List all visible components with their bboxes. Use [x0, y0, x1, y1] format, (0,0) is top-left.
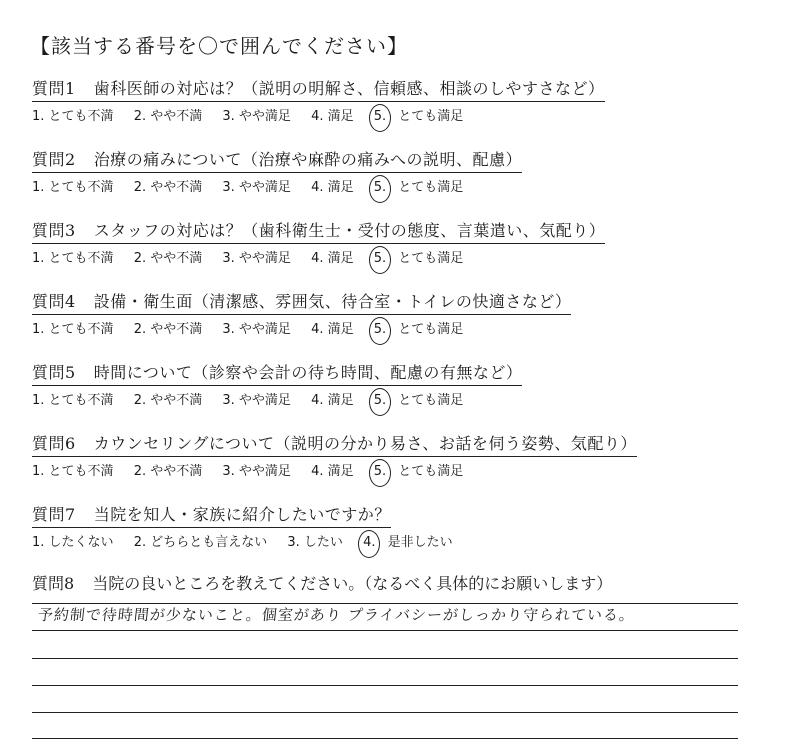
question-text: 治療の痛みについて（治療や麻酔の痛みへの説明、配慮） — [93, 150, 523, 169]
option-1[interactable]: 1. したくない — [32, 535, 114, 550]
question-heading — [32, 571, 772, 594]
option-5-label: とても満足 — [398, 464, 464, 479]
selection-circle — [369, 175, 391, 203]
option-4[interactable]: 4. 満足 — [311, 464, 354, 479]
question-number: 質問4 — [32, 292, 76, 311]
answer-line — [32, 630, 738, 631]
selection-circle — [369, 246, 391, 274]
answer-options — [32, 247, 772, 267]
option-1[interactable]: 1. とても不満 — [32, 109, 114, 124]
question-text: スタッフの対応は？（歯科衛生士・受付の態度、言葉遣い、気配り） — [93, 221, 606, 240]
question-8 — [32, 571, 772, 594]
option-4[interactable]: 4. 満足 — [311, 180, 354, 195]
question-text: 当院の良いところを教えてください。（なるべく具体的にお願いします） — [92, 574, 613, 593]
option-3[interactable]: 3. したい — [287, 535, 343, 550]
question-1 — [32, 76, 772, 125]
option-5-label: とても満足 — [398, 180, 464, 195]
question-5 — [32, 360, 772, 409]
option-5-label: とても満足 — [398, 251, 464, 266]
handwritten-answer[interactable]: 予約制で待時間が少ないこと。個室があり プライバシーがしっかり守られている。 — [37, 606, 636, 624]
question-6 — [32, 431, 772, 480]
answer-line — [32, 658, 738, 659]
answer-options — [32, 531, 772, 551]
selection-circle — [369, 459, 391, 487]
question-heading — [32, 360, 522, 386]
option-5-selected[interactable]: 5. — [374, 109, 386, 124]
question-heading — [32, 289, 571, 315]
option-5-label: とても満足 — [398, 393, 464, 408]
option-5-selected[interactable]: 5. — [374, 393, 386, 408]
option-1[interactable]: 1. とても不満 — [32, 464, 114, 479]
question-4 — [32, 289, 772, 338]
option-2[interactable]: 2. やや不満 — [133, 251, 203, 266]
answer-line — [32, 685, 738, 686]
option-4-label: 是非したい — [387, 535, 453, 550]
option-5-selected[interactable]: 5. — [374, 180, 386, 195]
question-heading — [32, 147, 522, 173]
option-2[interactable]: 2. どちらとも言えない — [133, 535, 268, 550]
question-heading — [32, 431, 637, 457]
option-4[interactable]: 4. 満足 — [311, 393, 354, 408]
option-3[interactable]: 3. やや満足 — [222, 464, 291, 479]
question-text: 当院を知人・家族に紹介したいですか？ — [93, 505, 391, 524]
option-1[interactable]: 1. とても不満 — [32, 322, 114, 337]
answer-options — [32, 389, 772, 409]
question-number: 質問3 — [32, 221, 76, 240]
selection-circle — [358, 530, 380, 558]
option-3[interactable]: 3. やや満足 — [222, 393, 291, 408]
option-3[interactable]: 3. やや満足 — [222, 109, 291, 124]
option-4[interactable]: 4. 満足 — [311, 251, 354, 266]
option-3[interactable]: 3. やや満足 — [222, 180, 291, 195]
option-2[interactable]: 2. やや不満 — [133, 464, 203, 479]
option-5-selected[interactable]: 5. — [374, 322, 386, 337]
answer-options — [32, 176, 772, 196]
question-text: 時間について（診察や会計の待ち時間、配慮の有無など） — [93, 363, 523, 382]
question-heading — [32, 76, 605, 102]
question-2 — [32, 147, 772, 196]
question-number: 質問2 — [32, 150, 76, 169]
option-1[interactable]: 1. とても不満 — [32, 251, 114, 266]
option-5-label: とても満足 — [398, 109, 464, 124]
answer-line — [32, 712, 738, 713]
question-7 — [32, 502, 772, 551]
question-text: 歯科医師の対応は？（説明の明解さ、信頼感、相談のしやすさなど） — [93, 79, 605, 98]
option-2[interactable]: 2. やや不満 — [133, 109, 203, 124]
question-text: カウンセリングについて（説明の分かり易さ、お話を伺う姿勢、気配り） — [93, 434, 637, 453]
option-4-selected[interactable]: 4. — [363, 535, 375, 550]
question-number: 質問8 — [32, 574, 75, 593]
answer-line — [32, 738, 738, 739]
option-2[interactable]: 2. やや不満 — [133, 393, 203, 408]
question-3 — [32, 218, 772, 267]
question-number: 質問5 — [32, 363, 76, 382]
answer-options — [32, 105, 772, 125]
question-number: 質問1 — [32, 79, 76, 98]
answer-options — [32, 318, 772, 338]
option-1[interactable]: 1. とても不満 — [32, 393, 114, 408]
page-title: 【該当する番号を〇で囲んでください】 — [30, 34, 408, 58]
option-5-label: とても満足 — [398, 322, 464, 337]
selection-circle — [369, 104, 391, 132]
question-number: 質問6 — [32, 434, 76, 453]
option-2[interactable]: 2. やや不満 — [133, 322, 203, 337]
answer-options — [32, 460, 772, 480]
option-3[interactable]: 3. やや満足 — [222, 251, 291, 266]
question-heading — [32, 502, 391, 528]
option-2[interactable]: 2. やや不満 — [133, 180, 203, 195]
question-text: 設備・衛生面（清潔感、雰囲気、待合室・トイレの快適さなど） — [93, 292, 572, 311]
question-number: 質問7 — [32, 505, 76, 524]
question-heading — [32, 218, 605, 244]
option-1[interactable]: 1. とても不満 — [32, 180, 114, 195]
option-3[interactable]: 3. やや満足 — [222, 322, 291, 337]
selection-circle — [369, 317, 391, 345]
option-4[interactable]: 4. 満足 — [311, 322, 354, 337]
option-4[interactable]: 4. 満足 — [311, 109, 354, 124]
option-5-selected[interactable]: 5. — [374, 464, 386, 479]
option-5-selected[interactable]: 5. — [374, 251, 386, 266]
selection-circle — [369, 388, 391, 416]
